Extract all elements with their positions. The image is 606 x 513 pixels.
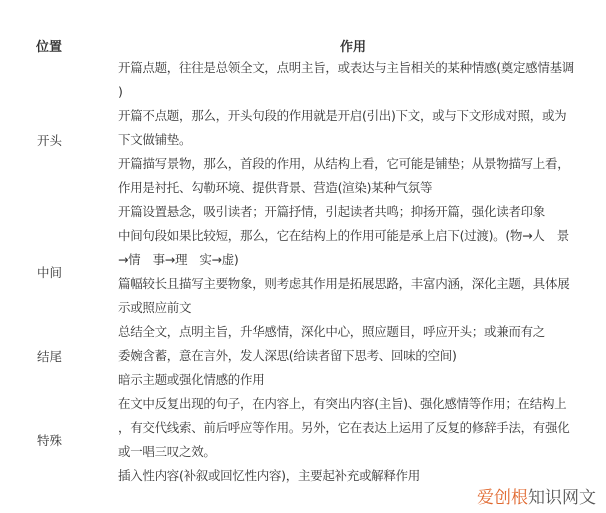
- position-label: 结尾: [37, 349, 63, 364]
- effect-text-line: 总结全文，点明主旨，升华感情，深化中心，照应题目，呼应开头；或兼而有之: [118, 324, 546, 339]
- effect-cell: [118, 392, 606, 488]
- effect-text-line: 在文中反复出现的句子，在内容上，有突出内容(主旨)、强化感情等作用；在结构上: [118, 396, 567, 411]
- effect-text-line: 暗示主题或强化情感的作用: [118, 372, 265, 387]
- position-label: 特殊: [37, 433, 63, 448]
- position-label: 中间: [37, 265, 63, 280]
- effect-item: [118, 344, 606, 368]
- effect-cell: [118, 320, 606, 392]
- effect-item: [118, 272, 606, 320]
- effect-item: [118, 392, 606, 464]
- effect-text-line: 委婉含蓄，意在言外，发人深思(给读者留下思考、回味的空间): [118, 348, 457, 363]
- table-row: [0, 392, 606, 488]
- effect-table: [0, 56, 606, 488]
- watermark-text: 知识网文: [528, 488, 596, 508]
- position-label: 开头: [37, 133, 63, 148]
- effect-text-line: →情 事→理 实→虚): [118, 252, 239, 267]
- effect-item: [118, 152, 606, 200]
- header-effect: 作用: [340, 40, 367, 55]
- effect-text-line: 开篇点题，往往是总领全文，点明主旨，或表达与主旨相关的某种情感(奠定感情基调: [118, 60, 574, 75]
- effect-item: [118, 320, 606, 344]
- effect-text-line: 作用是衬托、勾勒环境、提供背景、营造(渲染)某种气氛等: [118, 180, 433, 195]
- effect-cell: [118, 224, 606, 320]
- table-row: [0, 320, 606, 392]
- effect-cell: [118, 56, 606, 224]
- effect-text-line: ): [118, 84, 123, 99]
- watermark-accent: 爱创根: [477, 488, 528, 508]
- effect-text-line: 开篇设置悬念，吸引读者；开篇抒情，引起读者共鸣；抑扬开篇，强化读者印象: [118, 204, 546, 219]
- effect-item: [118, 56, 606, 104]
- effect-item: [118, 368, 606, 392]
- effect-text-line: 下文做铺垫。: [118, 132, 192, 147]
- effect-text-line: 插入性内容(补叙或回忆性内容)，主要起补充或解释作用: [118, 468, 420, 483]
- table-row: [0, 224, 606, 320]
- effect-text-line: 开篇描写景物，那么，首段的作用，从结构上看，它可能是铺垫；从景物描写上看，: [118, 156, 570, 171]
- effect-item: [118, 200, 606, 224]
- effect-text-line: 或一唱三叹之效。: [118, 444, 216, 459]
- header-position: 位置: [36, 40, 63, 55]
- watermark: [477, 483, 596, 508]
- table-row: [0, 56, 606, 224]
- effect-text-line: 中间句段如果比较短，那么，它在结构上的作用可能是承上启下(过渡)。(物→人 景: [118, 228, 569, 243]
- effect-text-line: 示或照应前文: [118, 300, 192, 315]
- effect-text-line: ，有交代线索、前后呼应等作用。另外，它在表达上运用了反复的修辞手法，有强化: [118, 420, 570, 435]
- effect-item: [118, 104, 606, 152]
- effect-text-line: 篇幅较长且描写主要物象，则考虑其作用是拓展思路，丰富内涵，深化主题，具体展: [118, 276, 570, 291]
- table-header: [0, 36, 606, 56]
- effect-text-line: 开篇不点题，那么，开头句段的作用就是开启(引出)下文，或与下文形成对照，或为: [118, 108, 567, 123]
- effect-item: [118, 224, 606, 272]
